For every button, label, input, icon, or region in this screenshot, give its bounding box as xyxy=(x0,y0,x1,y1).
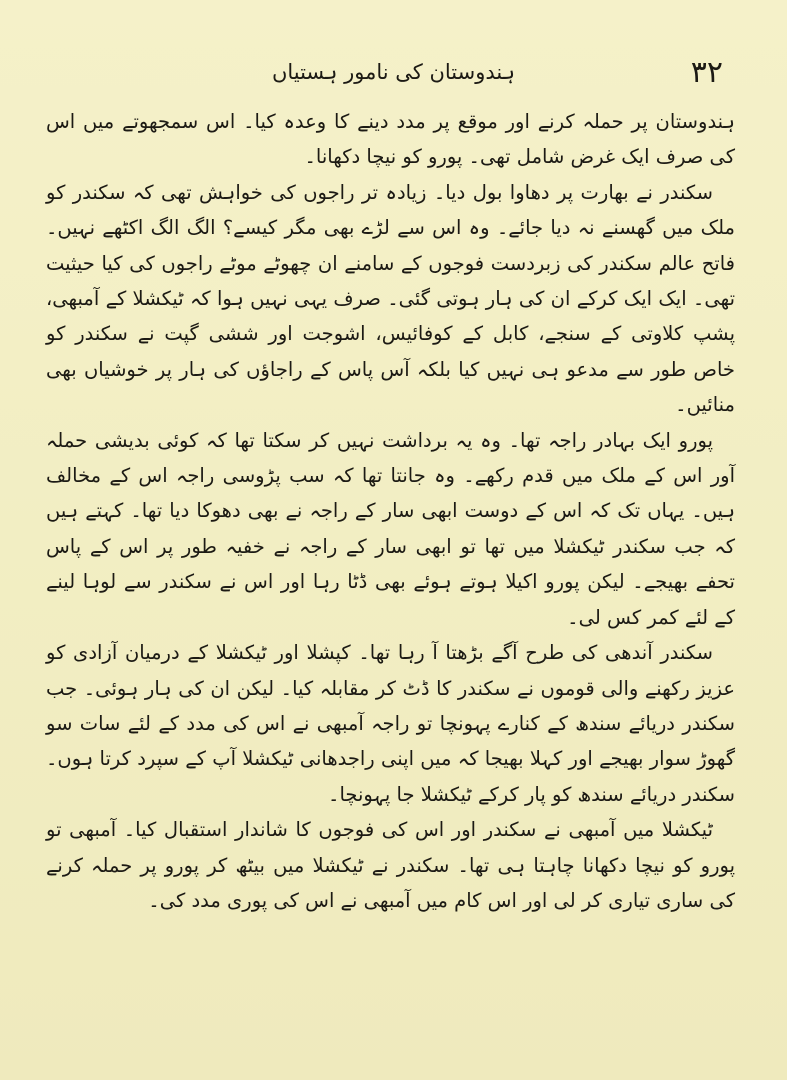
paragraph: ہندوستان پر حملہ کرنے اور موقع پر مدد دینے کا وعدہ کیا۔ اس سمجھوتے میں اس کی صرف ایک غرض شامل تھی۔ پورو کو نیچا دکھانا۔ xyxy=(46,110,735,169)
page-header xyxy=(40,52,747,92)
page-number: ۳۲ xyxy=(690,55,723,90)
body-text xyxy=(46,104,735,918)
paragraph: پورو ایک بہادر راجہ تھا۔ وہ یہ برداشت نہیں کر سکتا تھا کہ کوئی بدیشی حملہ آور اس کے ملک میں قدم رکھے۔ وہ جانتا تھا کہ سب پڑوسی راجہ اس کے مخالف ہیں۔ یہاں تک کہ اس کے دوست ابھی سار کے راجہ نے بھی دھوکا دیا تھا۔ کہتے ہیں کہ جب سکندر ٹیکشلا میں تھا تو ابھی سار کے راجہ نے خفیہ طور پر اس کے پاس تحفے بھیجے۔ لیکن پورو اکیلا ہوتے ہوئے بھی ڈٹا رہا اور اس نے سکندر سے لوہا لینے کے لئے کمر کس لی۔ xyxy=(46,428,735,629)
running-title: ہندوستان کی نامور ہستیاں xyxy=(271,60,516,84)
paragraph: ٹیکشلا میں آمبھی نے سکندر اور اس کی فوجوں کا شاندار استقبال کیا۔ آمبھی تو پورو کو نیچا دکھانا چاہتا ہی تھا۔ سکندر نے ٹیکشلا میں بیٹھ کر پورو پر حملہ کرنے کی ساری تیاری کر لی اور اس کام میں آمبھی نے اس کی پوری مدد کی۔ xyxy=(46,818,735,912)
paragraph: سکندر آندھی کی طرح آگے بڑھتا آ رہا تھا۔ کپشلا اور ٹیکشلا کے درمیان آزادی کو عزیز رکھنے والی قوموں نے سکندر کا ڈٹ کر مقابلہ کیا۔ لیکن ان کی ہار ہوئی۔ جب سکندر دریائے سندھ کے کنارے پہونچا تو راجہ آمبھی نے اس کی مدد کے لئے سات سو گھوڑ سوار بھیجے اور کہلا بھیجا کہ میں اپنی راجدھانی ٹیکشلا آپ کے سپرد کرتا ہوں۔ سکندر دریائے سندھ کو پار کرکے ٹیکشلا جا پہونچا۔ xyxy=(46,641,735,806)
paragraph: سکندر نے بھارت پر دھاوا بول دیا۔ زیادہ تر راجوں کی خواہش تھی کہ سکندر کو ملک میں گھسنے نہ دیا جائے۔ وہ اس سے لڑے بھی مگر کیسے؟ الگ الگ اکٹھے نہیں۔ فاتح عالم سکندر کی زبردست فوجوں کے سامنے ان چھوٹے موٹے راجوں کی کیا حیثیت تھی۔ ایک ایک کرکے ان کی ہار ہوتی گئی۔ صرف یہی نہیں ہوا کہ ٹیکشلا کے آمبھی، پشپ کلاوتی کے سنجے، کابل کے کوفائیس، اشوجت اور ششی گپت نے سکندر کو خاص طور سے مدعو ہی نہیں کیا بلکہ آس پاس کے راجاؤں کی ہار پر خوشیاں بھی منائیں۔ xyxy=(46,180,735,417)
